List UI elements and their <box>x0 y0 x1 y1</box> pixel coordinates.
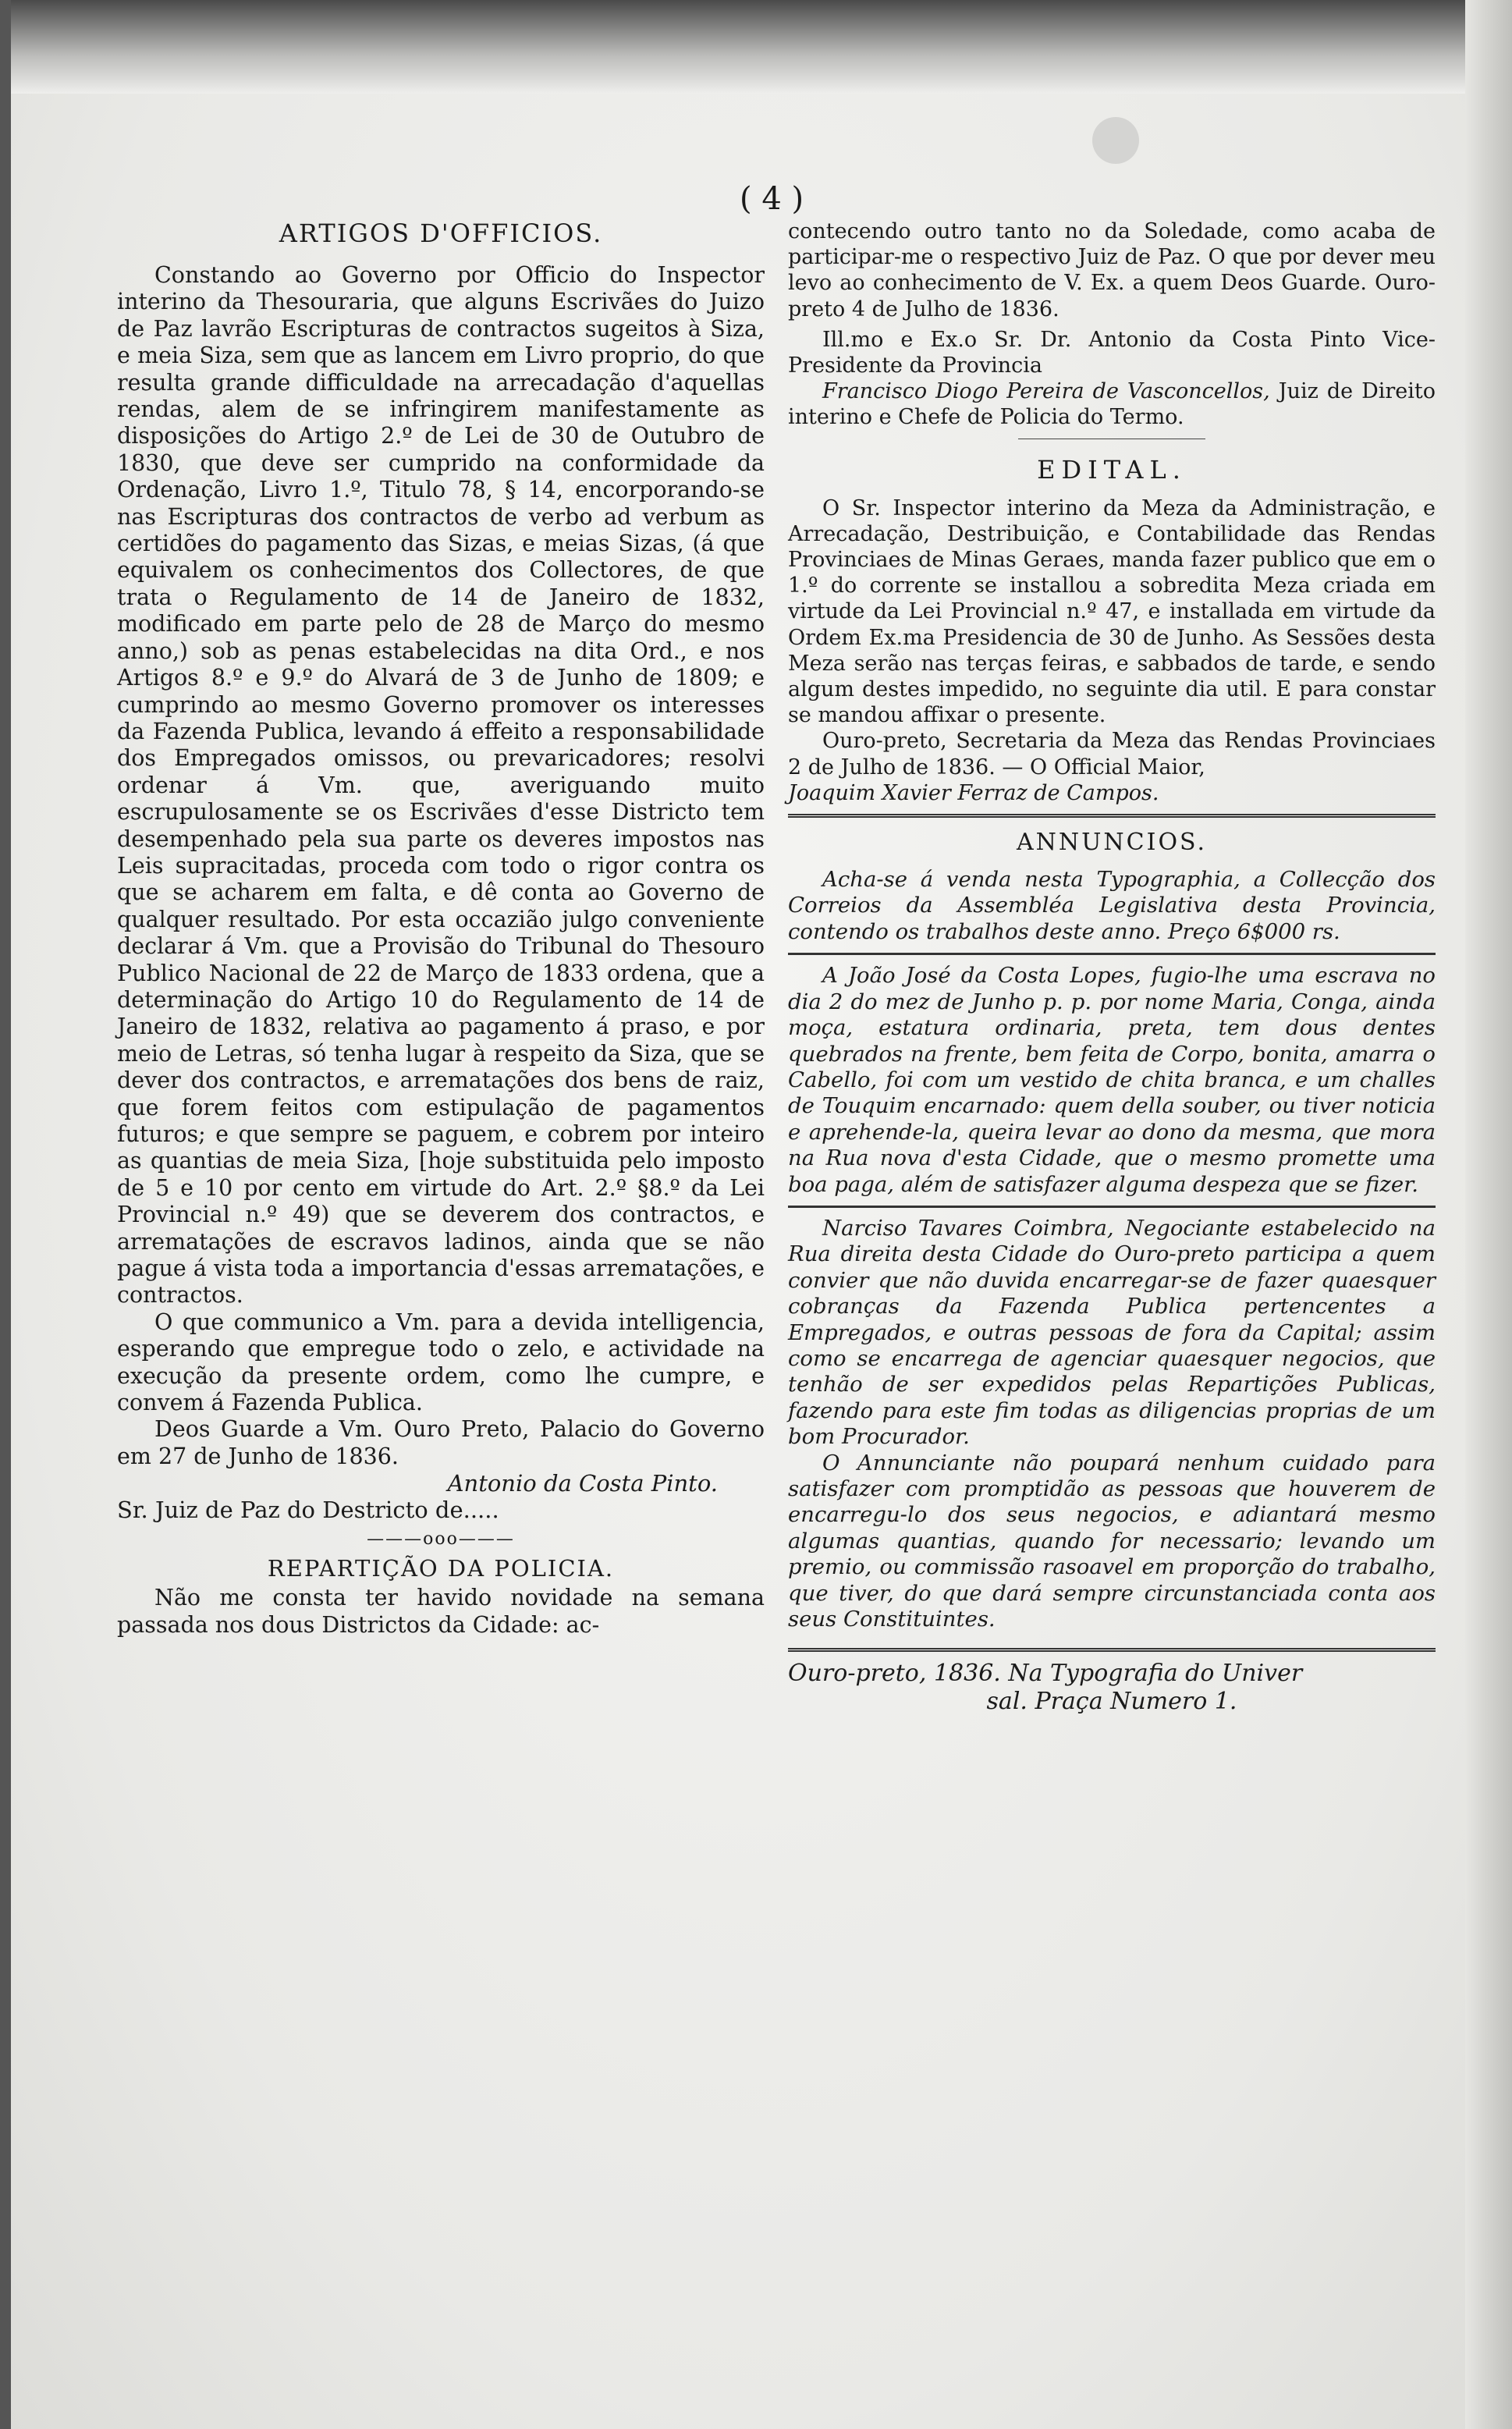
annuncio-procurador-cont: O Annunciante não poupará nenhum cuidado para satisfazer com promptidão as pessoas que houverem de encarregu-lo dos seus negocios, e adiantará mesmo algumas quantias, quando for necessario; levando um premio, ou commissão rasoavel em proporção do trabalho, que tiver, do que dará sempre circunstanciada conta aos seus Constituintes. <box>788 1450 1436 1632</box>
edital-heading: EDITAL. <box>1037 454 1187 485</box>
imprint-line-1: Ouro-preto, 1836. Na Typografia do Univer <box>788 1660 1303 1688</box>
policia-text: Não me consta ter havido novidade na semana passada nos dous Districtos da Cidade: ac- <box>117 1585 765 1638</box>
policia-recipient: Ill.mo e Ex.o Sr. Dr. Antonio da Costa Pinto Vice-Presidente da Provincia <box>788 327 1436 378</box>
artigos-closing: O que communico a Vm. para a devida intelligencia, esperando que empregue todo o zelo, e actividade na execução da presente ordem, como lhe cumpre, e convem á Fazenda Publica. <box>117 1309 765 1416</box>
edital-place: Ouro-preto, Secretaria da Meza das Rendas Provinciaes 2 de Julho de 1836. — O Official Maior, <box>788 729 1436 779</box>
policia-continuation: contecendo outro tanto no da Soledade, como acaba de participar-me o respectivo Juiz de Paz. O que por dever meu levo ao conhecimento de V. Ex. a quem Deos Guarde. Ouro-preto 4 de Julho de 1836. <box>788 219 1436 321</box>
left-column <box>117 218 765 1639</box>
policia-heading: REPARTIÇÃO DA POLICIA. <box>267 1555 615 1582</box>
imprint-line-2: sal. Praça Numero 1. <box>986 1688 1237 1716</box>
artigos-addressee: Sr. Juiz de Paz do Destricto de..... <box>117 1497 499 1524</box>
artigos-body: Constando ao Governo por Officio do Inspector interino da Thesouraria, que alguns Escrivães do Juizo de Paz lavrão Escripturas de contractos sugeitos à Siza, e meia Siza, sem que as lancem em Livro proprio, do que resulta grande difficuldade na arrecadação d'aquellas rendas, alem de se infringirem manifestamente as disposições do Artigo 2.º de Lei de 30 de Outubro de 1830, que deve ser cumprido na conformidade da Ordenação, Livro 1.º, Titulo 78, § 14, encorporando-se nas Escripturas dos contractos de verbo ad verbum as certidões do pagamento das Sizas, e meias Sizas, (á que equivalem os conhecimentos dos Collectores, de que trata o Regulamento de 14 de Janeiro de 1832, modificado em parte pelo de 28 de Março do mesmo anno,) sob as penas estabelecidas na dita Ord., e nos Artigos 8.º e 9.º do Alvará de 3 de Junho de 1809; e cumprindo ao mesmo Governo promover os interesses da Fazenda Publica, levando á effeito a responsabilidade dos Empregados omissos, ou prevaricadores; resolvi ordenar á Vm. que, averiguando muito escrupulosamente se os Escrivães d'esse Districto tem desempenhado pela sua parte os deveres impostos nas Leis supracitadas, proceda com todo o rigor contra os que se acharem em falta, e dê conta ao Governo de qualquer resultado. Por esta occazião julgo conveniente declarar á Vm. que a Provisão do Tribunal do Thesouro Publico Nacional de 22 de Março de 1833 ordena, que a determinação do Artigo 10 do Regulamento de 14 de Janeiro de 1832, relativa ao pagamento á praso, e por meio de Letras, só tenha lugar à respeito da Siza, que se dever dos contractos, e arrematações dos bens de raiz, que forem feitos com estipulação de pagamentos futuros; e que sempre se paguem, e cobrem por inteiro as quantias de meia Siza, [hoje substituida pelo imposto de 5 e 10 por cento em virtude do Art. 2.º §8.º da Lei Provincial n.º 49) que se deverem dos contractos, e arrematações de escravos ladinos, ainda que se não pague á vista toda a importancia d'essas arrematações, e contractos. <box>117 262 765 1309</box>
double-rule <box>788 814 1436 818</box>
edital-body: O Sr. Inspector interino da Meza da Administração, e Arrecadação, Destribuição, e Contabilidade das Rendas Provinciaes de Minas Geraes, manda fazer publico que em o 1.º do corrente se installou a sobredita Meza criada em virtude da Lei Provincial n.º 47, e installada em virtude da Ordem Ex.ma Presidencia de 30 de Junho. As Sessões desta Meza serão nas terças feiras, e sabbados de tarde, e sendo algum destes impedido, no seguinte dia util. E para constar se mandou affixar o presente. <box>788 495 1436 728</box>
divider <box>788 953 1436 955</box>
policia-sender-title: Juiz de Direito interino e Chefe de Policia do Termo. <box>788 379 1436 430</box>
artigos-heading: ARTIGOS D'OFFICIOS. <box>279 218 603 248</box>
page-number: ( 4 ) <box>740 181 804 217</box>
edital-signature: Joaquim Xavier Ferraz de Campos. <box>788 780 1159 805</box>
annuncio-typographia: Acha-se á venda nesta Typographia, a Collecção dos Correios da Assembléa Legislativa desta Provincia, contendo os trabalhos deste anno. Preço 6$000 rs. <box>788 867 1436 944</box>
scan-edge-left <box>0 0 11 2429</box>
annuncio-procurador: Narciso Tavares Coimbra, Negociante estabelecido na Rua direita desta Cidade do Ouro-preto participa a quem convier que não duvida encarregar-se de fazer quaesquer cobranças da Fazenda Publica pertencentes a Empregados, e outras pessoas de fora da Capital; assim como se encarrega de agenciar quaesquer negocios, que tenhão de ser expedidos pelas Repartições Publicas, fazendo para este fim todas as diligencias proprias de um bom Procurador. <box>788 1215 1436 1450</box>
scan-edge-top <box>0 0 1512 94</box>
smudge <box>1092 117 1139 164</box>
double-rule <box>788 1648 1436 1652</box>
scan-edge-right <box>1465 0 1512 2429</box>
policia-sender <box>788 378 1436 430</box>
annuncio-escrava: A João José da Costa Lopes, fugio-lhe uma escrava no dia 2 do mez de Junho p. p. por nome Maria, Conga, ainda moça, estatura ordinaria, preta, tem dous dentes quebrados na frente, bem feita de Corpo, bonita, amarra o Cabello, foi com um vestido de chita branca, e um challes de Touquim encarnado: quem della souber, ou tiver noticia e aprehende-la, queira levar ao dono da mesma, que mora na Rua nova d'esta Cidade, que o mesmo promette uma boa paga, além de satisfazer alguma despeza que se fizer. <box>788 963 1436 1197</box>
annuncios-heading: ANNUNCIOS. <box>1016 829 1208 857</box>
divider <box>788 1206 1436 1208</box>
policia-sender-name: Francisco Diogo Pereira de Vasconcellos, <box>822 379 1270 404</box>
artigos-signature: Antonio da Costa Pinto. <box>447 1470 718 1497</box>
artigos-date: Deos Guarde a Vm. Ouro Preto, Palacio do Governo em 27 de Junho de 1836. <box>117 1416 765 1469</box>
right-column <box>788 218 1436 1716</box>
ornament-divider: ———ooo——— <box>367 1529 515 1550</box>
